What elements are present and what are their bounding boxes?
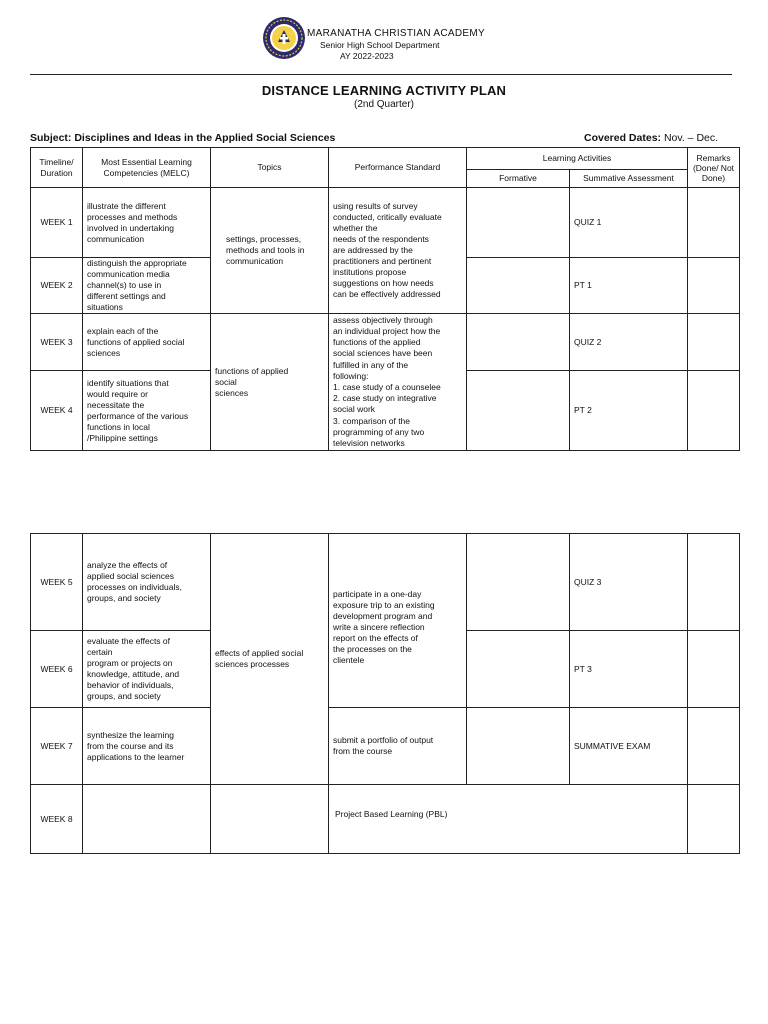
summative-cell: QUIZ 3 [574,576,602,587]
summative-cell: SUMMATIVE EXAM [574,740,651,751]
week-label: WEEK 3 [40,336,73,347]
header-topics: Topics [257,162,282,172]
melc-cell: synthesize the learning from the course and its applications to the learner [87,729,185,762]
week-label: WEEK 2 [40,280,73,290]
header-learning-activities: Learning Activities [542,153,612,163]
week-label: WEEK 1 [40,217,73,227]
summative-cell: QUIZ 2 [574,336,602,347]
header-summative: Summative Assessment [583,173,674,183]
performance-cell: submit a portfolio of output from the course [333,735,434,756]
topic-cell: settings, processes, methods and tools in communication [226,234,305,266]
quarter-label: (2nd Quarter) [353,99,415,110]
melc-cell: distinguish the appropriate communication media channel(s) to use in different settings and situations [87,258,187,312]
header-timeline: Timeline/ Duration [39,156,74,178]
header-formative: Formative [499,173,537,183]
covered-dates-label: Covered Dates: [584,132,662,144]
summative-cell: PT 3 [574,663,592,674]
performance-cell: assess objectively through an individual project how the functions of the applied social sciences have been fulfilled in any of the following: 1. case study of a counselee 2. case study on integrative social work 3. comparison of the programming of any two television networks [333,314,441,449]
summative-cell: PT 1 [574,280,592,290]
topic-cell: effects of applied social sciences processes [215,648,304,669]
performance-cell: using results of survey conducted, critically evaluate whether the needs of the respondents are addressed by the practitioners and pertinent institutions propose suggestions on how needs can be effectively addressed [333,201,442,299]
academic-year: AY 2022-2023 [340,51,394,61]
summative-cell: PT 2 [574,405,592,415]
page-title: DISTANCE LEARNING ACTIVITY PLAN [261,83,507,98]
department-name: Senior High School Department [320,40,440,50]
header-performance: Performance Standard [354,162,441,172]
header-melc: Most Essential Learning Competencies (MELC) [101,156,192,178]
week-label: WEEK 7 [40,740,73,751]
melc-cell: evaluate the effects of certain program or projects on knowledge, attitude, and behavior of individuals, groups, and society [87,636,180,701]
pbl-cell: Project Based Learning (PBL) [335,808,448,819]
header-remarks: Remarks (Done/ Not Done) [692,152,735,183]
melc-cell: identify situations that would require or necessitate the performance of the various functions in local /Philippine settings [87,377,189,443]
week-label: WEEK 8 [40,813,73,824]
week-label: WEEK 6 [40,663,73,674]
week-label: WEEK 5 [40,576,73,587]
school-name: MARANATHA CHRISTIAN ACADEMY [307,28,485,39]
week-label: WEEK 4 [40,405,73,415]
performance-cell: participate in a one-day exposure trip to an existing development program and write a sincere reflection report on the effects of the processes on the clientele [333,589,435,665]
covered-dates-value: Nov. – Dec. [663,132,719,144]
summative-cell: QUIZ 1 [574,217,602,227]
subject-label: Subject: Disciplines and Ideas in the Applied Social Sciences [30,132,336,144]
topic-cell: functions of applied social sciences [215,365,289,398]
melc-cell: explain each of the functions of applied social sciences [87,325,185,358]
melc-cell: illustrate the different processes and methods involved in undertaking communication [87,200,178,244]
melc-cell: analyze the effects of applied social sciences processes on individuals, groups, and society [87,560,182,603]
